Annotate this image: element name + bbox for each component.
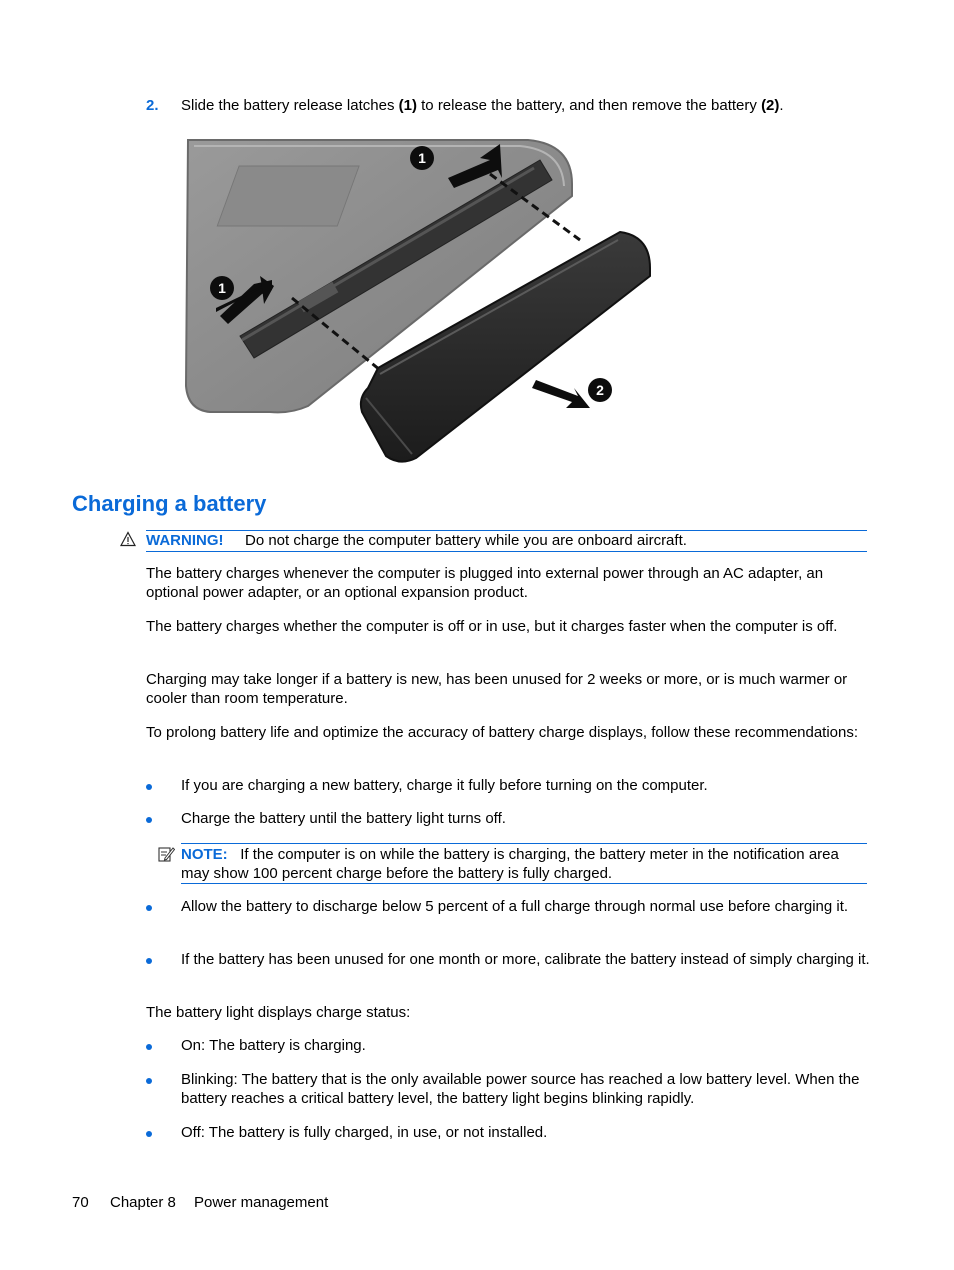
callout-2-label: 2 <box>596 382 604 398</box>
warning-text: Do not charge the computer battery while you are onboard aircraft. <box>245 532 687 549</box>
note-pencil-icon <box>157 845 175 863</box>
bullet-icon <box>146 784 152 790</box>
callout-1-left-label: 1 <box>218 280 226 296</box>
note-label: NOTE: <box>181 846 228 863</box>
warning-callout <box>146 530 867 552</box>
bullet-icon <box>146 1078 152 1084</box>
paragraph: The battery charges whenever the computer is plugged into external power through an AC adapter, an optional power adapter, or an optional expansion product. <box>146 565 824 601</box>
step-text-a: Slide the battery release latches <box>181 97 399 114</box>
list-item-text: Allow the battery to discharge below 5 percent of a full charge through normal use before charging it. <box>181 898 849 915</box>
paragraph: Charging may take longer if a battery is new, has been unused for 2 weeks or more, or is much warmer or cooler than room temperature. <box>146 671 848 707</box>
list-item-text: Blinking: The battery that is the only available power source has reached a low battery level. When the battery reaches a critical battery level, the battery light begins blinking rapidly. <box>181 1071 860 1107</box>
callout-2-icon <box>588 378 612 402</box>
callout-1-top-label: 1 <box>418 150 426 166</box>
list-item-text: On: The battery is charging. <box>181 1037 366 1054</box>
bullet-icon <box>146 817 152 823</box>
step-callout-1: (1) <box>398 97 417 114</box>
note-body <box>181 845 867 883</box>
step-number: 2. <box>146 97 159 114</box>
arrow-remove <box>532 380 590 408</box>
list-item-text: If you are charging a new battery, charge it fully before turning on the computer. <box>181 777 708 794</box>
step-text-c: . <box>779 97 784 114</box>
bullet-icon <box>146 1044 152 1050</box>
page-number: 70 <box>72 1194 89 1211</box>
section-title: Charging a battery <box>72 491 267 516</box>
note-text: If the computer is on while the battery is charging, the battery meter in the notification area may show 100 percent charge before the battery is fully charged. <box>181 846 839 882</box>
note-callout <box>181 843 867 884</box>
list-item-text: If the battery has been unused for one month or more, calibrate the battery instead of simply charging it. <box>181 951 870 968</box>
paragraph: To prolong battery life and optimize the accuracy of battery charge displays, follow these recommendations: <box>146 724 859 741</box>
bullet-icon <box>146 905 152 911</box>
warning-triangle-icon <box>120 531 136 547</box>
warning-label: WARNING! <box>146 532 224 549</box>
list-item-text: Off: The battery is fully charged, in use, or not installed. <box>181 1124 548 1141</box>
callout-1-top-icon <box>410 146 434 170</box>
step-text <box>181 96 784 115</box>
list-item-text: Charge the battery until the battery light turns off. <box>181 810 506 827</box>
chapter-label: Chapter 8 <box>110 1194 176 1211</box>
bullet-icon <box>146 1131 152 1137</box>
status-intro: The battery light displays charge status: <box>146 1004 411 1021</box>
chapter-title: Power management <box>194 1194 329 1211</box>
paragraph: The battery charges whether the computer is off or in use, but it charges faster when the computer is off. <box>146 618 838 635</box>
bullet-icon <box>146 958 152 964</box>
callout-1-left-icon <box>210 276 234 300</box>
step-callout-2: (2) <box>761 97 780 114</box>
page-footer <box>72 1193 328 1212</box>
step-text-b: to release the battery, and then remove the battery <box>416 97 762 114</box>
battery-removal-illustration <box>180 136 680 466</box>
